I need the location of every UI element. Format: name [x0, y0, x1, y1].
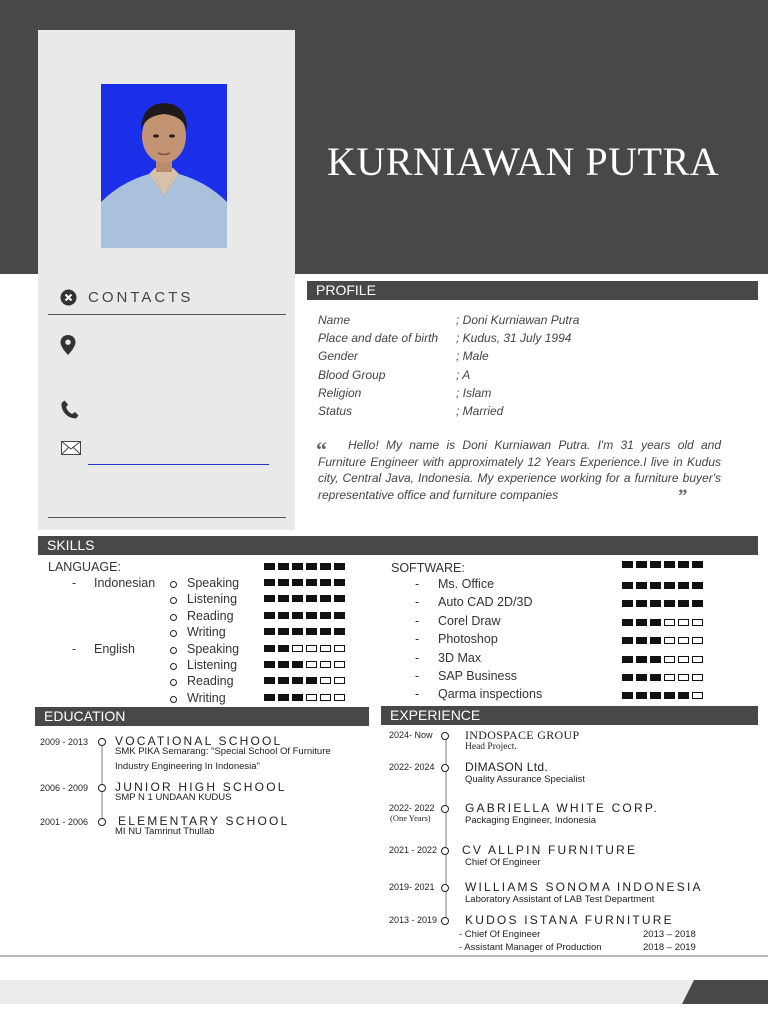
software-level-cell — [664, 619, 675, 626]
profile-value: ; Kudus, 31 July 1994 — [456, 331, 572, 346]
education-dot — [98, 784, 106, 792]
full-name: KURNIAWAN PUTRA — [326, 139, 720, 184]
skill-level-cell — [264, 579, 275, 586]
software-level — [622, 674, 703, 681]
skill-level-cell — [292, 677, 303, 684]
software-header-level — [622, 561, 703, 568]
software-level-cell — [678, 637, 689, 644]
experience-role-period: 2013 – 2018 — [643, 929, 696, 940]
software-name: Photoshop — [438, 632, 498, 647]
software-level-cell — [622, 637, 633, 644]
profile-intro-text: Hello! My name is Doni Kurniawan Putra. I'm 31 years old and Furniture Engineer with approximately 12 Years Experience.I live in Kudus city, Central Java, Indonesia. My experience working for a furniture buyer's representative office and furniture companies — [318, 438, 721, 502]
software-level-cell — [622, 656, 633, 663]
experience-title: INDOSPACE GROUP — [465, 728, 580, 742]
software-level-cell — [650, 619, 661, 626]
skill-level-cell — [278, 595, 289, 602]
education-title: VOCATIONAL SCHOOL — [115, 734, 283, 748]
education-detail: MI NU Tamrinut Thullab — [115, 826, 215, 837]
skill-level-cell — [264, 628, 275, 635]
skill-level-cell — [320, 661, 331, 668]
skill-level-cell — [306, 677, 317, 684]
profile-intro — [318, 437, 721, 503]
skill-label: Reading — [187, 608, 234, 623]
software-name: 3D Max — [438, 650, 482, 665]
skill-level — [264, 677, 345, 684]
contacts-title: CONTACTS — [88, 289, 194, 306]
software-level-cell — [678, 674, 689, 681]
experience-title: WILLIAMS SONOMA INDONESIA — [465, 880, 703, 894]
skill-level-cell — [264, 612, 275, 619]
experience-detail: Chief Of Engineer — [465, 857, 541, 868]
language-bullet: - — [72, 641, 77, 656]
skill-level-cell — [320, 595, 331, 602]
experience-title: DIMASON Ltd. — [465, 760, 548, 774]
experience-title: CV ALLPIN FURNITURE — [462, 843, 638, 857]
software-level-cell — [636, 582, 647, 589]
software-level-cell — [692, 656, 703, 663]
profile-value: ; Married — [456, 404, 504, 418]
skill-level-cell — [306, 595, 317, 602]
language-header-level-cell — [334, 563, 345, 570]
software-level-cell — [622, 600, 633, 607]
education-dot — [98, 818, 106, 826]
experience-detail: Packaging Engineer, Indonesia — [465, 815, 596, 826]
skill-level-cell — [292, 612, 303, 619]
software-level — [622, 637, 703, 644]
skill-level — [264, 628, 345, 635]
skill-label: Writing — [187, 625, 226, 640]
skill-level-cell — [306, 645, 317, 652]
software-header-level-cell — [622, 561, 633, 568]
experience-detail: Laboratory Assistant of LAB Test Department — [465, 894, 655, 905]
education-years: 2006 - 2009 — [40, 783, 89, 793]
skill-level-cell — [334, 694, 345, 701]
experience-dot — [441, 732, 449, 740]
skill-level-cell — [292, 579, 303, 586]
skill-label: Speaking — [187, 576, 240, 590]
experience-title: GABRIELLA WHITE CORP. — [465, 801, 660, 815]
software-bullet: - — [415, 613, 420, 628]
software-level-cell — [692, 637, 703, 644]
profile-label: Status — [318, 404, 353, 418]
skill-level-cell — [264, 661, 275, 668]
education-years: 2009 - 2013 — [40, 737, 89, 747]
skill-level-cell — [278, 661, 289, 668]
software-level-cell — [692, 692, 703, 699]
education-detail: SMK PIKA Semarang: "Special School Of Furniture — [115, 746, 331, 757]
software-level-cell — [692, 582, 703, 589]
profile-label: Place and date of birth — [318, 331, 439, 346]
software-level-cell — [650, 600, 661, 607]
software-level — [622, 582, 703, 589]
skill-level — [264, 579, 345, 586]
close-circle-icon[interactable] — [60, 289, 77, 306]
skills-header: SKILLS — [38, 536, 758, 555]
software-level-cell — [664, 637, 675, 644]
education-title: JUNIOR HIGH SCHOOL — [115, 780, 287, 794]
skill-level-cell — [278, 694, 289, 701]
education-detail: Industry Engineering In Indonesia" — [115, 761, 260, 772]
language-header-level — [264, 563, 345, 570]
language-header-level-cell — [264, 563, 275, 570]
software-header-level-cell — [692, 561, 703, 568]
software-bullet: - — [415, 595, 420, 610]
skill-label: Listening — [187, 657, 238, 672]
envelope-icon — [61, 441, 81, 455]
software-level-cell — [636, 692, 647, 699]
experience-role: - Chief Of Engineer — [459, 929, 541, 940]
skill-label: Speaking — [187, 641, 240, 656]
skill-dot — [170, 663, 177, 670]
skill-level-cell — [306, 579, 317, 586]
experience-years: 2013 - 2019 — [389, 915, 438, 925]
software-level-cell — [636, 674, 647, 681]
language-header-level-cell — [278, 563, 289, 570]
software-level-cell — [692, 600, 703, 607]
skill-level-cell — [278, 579, 289, 586]
profile-header: PROFILE — [307, 281, 758, 300]
software-level — [622, 619, 703, 626]
skill-level-cell — [320, 579, 331, 586]
experience-detail: Head Project. — [465, 742, 517, 752]
experience-years: 2022- 2022 — [389, 803, 435, 813]
skill-level-cell — [264, 694, 275, 701]
profile-label: Religion — [318, 385, 362, 400]
software-level-cell — [678, 692, 689, 699]
contacts-bottom-divider — [48, 517, 286, 518]
quote-close-icon: ” — [678, 486, 688, 507]
skill-dot — [170, 647, 177, 654]
experience-title: KUDOS ISTANA FURNITURE — [465, 913, 674, 927]
footer-accent — [682, 980, 768, 1004]
education-detail: SMP N 1 UNDAAN KUDUS — [115, 792, 232, 803]
software-level-cell — [636, 656, 647, 663]
experience-years: 2024- Now — [389, 730, 433, 740]
skill-level-cell — [306, 628, 317, 635]
skill-level — [264, 595, 345, 602]
software-level-cell — [692, 619, 703, 626]
software-bullet: - — [415, 632, 420, 647]
skill-level-cell — [334, 595, 345, 602]
software-level — [622, 692, 703, 699]
skill-level — [264, 694, 345, 701]
software-level-cell — [622, 674, 633, 681]
skill-level-cell — [278, 645, 289, 652]
experience-dot — [441, 917, 449, 925]
software-header-level-cell — [650, 561, 661, 568]
software-level-cell — [636, 600, 647, 607]
software-bullet: - — [415, 669, 420, 683]
location-pin-icon — [60, 335, 76, 355]
skill-level-cell — [292, 694, 303, 701]
skill-level-cell — [292, 645, 303, 652]
software-header-level-cell — [664, 561, 675, 568]
software-level-cell — [678, 619, 689, 626]
profile-value: ; Male — [456, 349, 489, 364]
language-bullet: - — [72, 576, 77, 590]
software-level-cell — [664, 600, 675, 607]
software-level-cell — [678, 656, 689, 663]
software-header-level-cell — [636, 561, 647, 568]
skill-dot — [170, 597, 177, 604]
experience-years: 2022- 2024 — [389, 762, 435, 772]
skill-level — [264, 612, 345, 619]
software-level-cell — [664, 656, 675, 663]
skill-level-cell — [278, 677, 289, 684]
experience-years: 2019- 2021 — [389, 882, 435, 892]
experience-years: 2021 - 2022 — [389, 845, 438, 855]
software-level-cell — [678, 582, 689, 589]
software-level — [622, 600, 703, 607]
skill-level-cell — [334, 645, 345, 652]
experience-dot — [441, 764, 449, 772]
language-header-level-cell — [292, 563, 303, 570]
experience-role: - Assistant Manager of Production — [459, 942, 602, 953]
skill-level-cell — [334, 661, 345, 668]
skill-level-cell — [306, 661, 317, 668]
profile-photo — [101, 84, 227, 248]
phone-icon — [61, 400, 79, 419]
profile-label: Blood Group — [318, 367, 386, 382]
education-line — [101, 742, 103, 822]
software-level-cell — [650, 582, 661, 589]
software-level — [622, 656, 703, 663]
skill-level-cell — [320, 694, 331, 701]
profile-label: Gender — [318, 349, 359, 364]
software-level-cell — [636, 637, 647, 644]
experience-dot — [441, 884, 449, 892]
experience-role-period: 2018 – 2019 — [643, 942, 696, 953]
software-level-cell — [664, 582, 675, 589]
experience-dot — [441, 805, 449, 813]
education-header: EDUCATION — [35, 707, 369, 726]
software-level-cell — [622, 692, 633, 699]
skill-level-cell — [292, 628, 303, 635]
contacts-divider — [48, 314, 286, 315]
software-level-cell — [678, 600, 689, 607]
experience-header: EXPERIENCE — [381, 706, 758, 725]
language-title: LANGUAGE: — [48, 560, 121, 574]
software-level-cell — [622, 582, 633, 589]
profile-value: ; A — [456, 367, 471, 382]
skill-dot — [170, 679, 177, 686]
software-name: SAP Business — [438, 669, 517, 683]
skill-level-cell — [278, 612, 289, 619]
profile-label: Name — [318, 313, 351, 327]
skill-level-cell — [334, 612, 345, 619]
skill-level-cell — [278, 628, 289, 635]
education-title: ELEMENTARY SCHOOL — [118, 814, 290, 828]
software-level-cell — [664, 674, 675, 681]
software-level-cell — [692, 674, 703, 681]
footer-divider — [0, 955, 768, 957]
email-link-underline[interactable] — [88, 464, 269, 465]
software-level-cell — [636, 619, 647, 626]
profile-value: ; Doni Kurniawan Putra — [456, 313, 580, 327]
skill-level-cell — [264, 677, 275, 684]
skill-level-cell — [320, 628, 331, 635]
skill-level-cell — [334, 579, 345, 586]
skill-level-cell — [334, 628, 345, 635]
education-dot — [98, 738, 106, 746]
software-level-cell — [650, 692, 661, 699]
quote-open-icon: “ — [316, 437, 327, 462]
skill-level-cell — [292, 661, 303, 668]
experience-duration-note: (One Years) — [390, 813, 431, 823]
skill-level-cell — [306, 612, 317, 619]
language-name: Indonesian — [94, 576, 156, 590]
skill-level-cell — [292, 595, 303, 602]
skill-level — [264, 661, 345, 668]
skill-level-cell — [320, 612, 331, 619]
skill-label: Reading — [187, 674, 234, 689]
software-bullet: - — [415, 687, 420, 702]
software-level-cell — [664, 692, 675, 699]
software-name: Corel Draw — [438, 613, 501, 628]
skill-level-cell — [264, 595, 275, 602]
software-name: Auto CAD 2D/3D — [438, 595, 533, 610]
language-name: English — [94, 641, 135, 656]
skill-level-cell — [320, 677, 331, 684]
software-title: SOFTWARE: — [391, 561, 465, 575]
portrait-image — [101, 84, 227, 248]
software-level-cell — [650, 637, 661, 644]
software-header-level-cell — [678, 561, 689, 568]
footer-band — [0, 980, 768, 1004]
skill-dot — [170, 614, 177, 621]
experience-dot — [441, 847, 449, 855]
skill-dot — [170, 696, 177, 703]
software-level-cell — [650, 674, 661, 681]
skill-level-cell — [264, 645, 275, 652]
education-years: 2001 - 2006 — [40, 817, 89, 827]
skill-level-cell — [306, 694, 317, 701]
profile-value: ; Islam — [456, 385, 492, 400]
skill-level — [264, 645, 345, 652]
skill-dot — [170, 581, 177, 588]
skill-label: Listening — [187, 592, 238, 607]
software-level-cell — [650, 656, 661, 663]
skill-dot — [170, 630, 177, 637]
software-bullet: - — [415, 650, 420, 665]
software-name: Ms. Office — [438, 577, 495, 591]
skill-level-cell — [320, 645, 331, 652]
skill-label: Writing — [187, 690, 226, 705]
language-header-level-cell — [320, 563, 331, 570]
experience-detail: Quality Assurance Specialist — [465, 774, 585, 785]
software-name: Qarma inspections — [438, 687, 543, 702]
software-bullet: - — [415, 577, 420, 591]
software-level-cell — [622, 619, 633, 626]
language-header-level-cell — [306, 563, 317, 570]
skill-level-cell — [334, 677, 345, 684]
